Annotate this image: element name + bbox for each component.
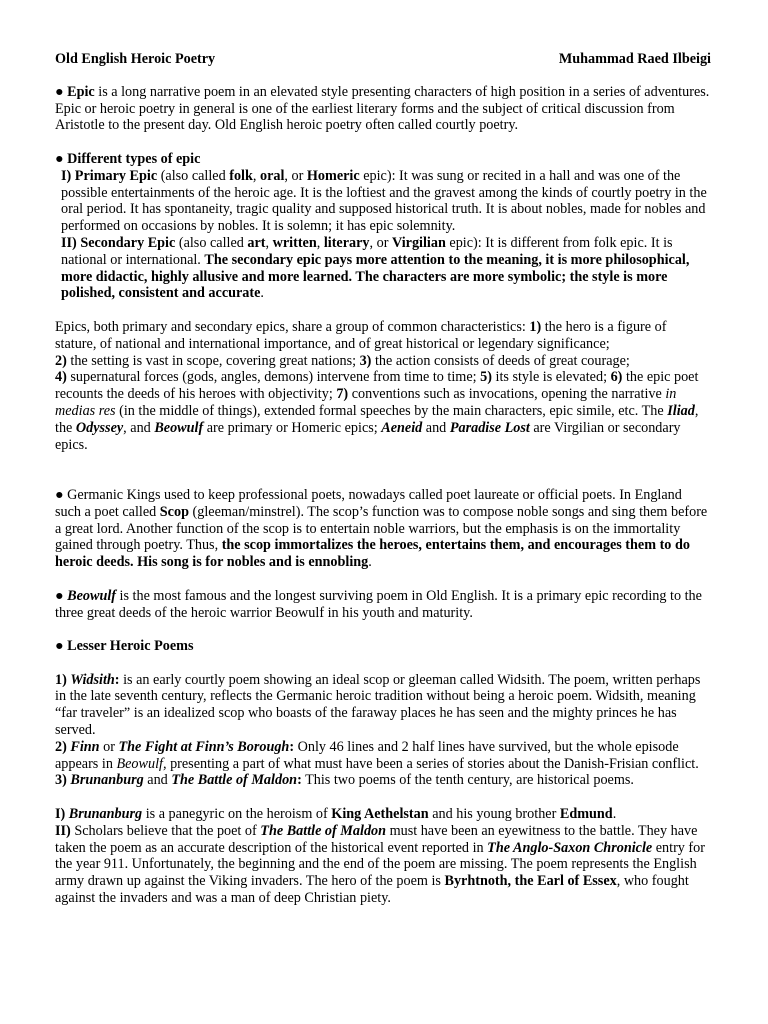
bullet-icon: ● <box>55 486 64 503</box>
document-header <box>55 51 711 68</box>
germanic-kings-paragraph: ● Germanic Kings used to keep professional poets, nowadays called poet laureate or official poets. In England such a poet called Scop (gleeman/minstrel). The scop’s function was to compose noble songs and sing them before a great lord. Another function of the scop is to entertain noble warriors, but the emphasis is on the immortality gained through poetry. Thus, the scop immortalizes the heroes, entertains them, and encourages them to do heroic deeds. His song is for nobles and is ennobling. <box>55 486 708 571</box>
epic-term: Epic <box>67 83 95 100</box>
bullet-icon: ● <box>55 150 64 167</box>
document-title: Old English Heroic Poetry <box>55 51 216 67</box>
brunanburg-paragraph: 3) Brunanburg and The Battle of Maldon: This two poems of the tenth century, are historical poems. <box>55 772 634 789</box>
epic-definition-paragraph: ● Epic is a long narrative poem in an elevated style presenting characters of high position in a series of adventures. Epic or heroic poetry in general is one of the earliest literary forms and the subject of critical discussion from Aristotle to the present day. Old English heroic poetry often called courtly poetry. <box>55 83 710 134</box>
characteristics-paragraph: Epics, both primary and secondary epics, share a group of common characteristics: 1) the hero is a figure of stature, of national and international importance, and of great historical or legendary significance; 2) the setting is vast in scope, covering great nations; 3) the action consists of deeds of great courage; 4) supernatural forces (gods, angles, demons) intervene from time to time; 5) its style is elevated; 6) the epic poet recounts the deeds of his heroes with objectivity; 7) conventions such as invocations, opening the narrative in medias res (in the middle of things), extended formal speeches by the main characters, epic simile, etc. The Iliad, the Odyssey, and Beowulf are primary or Homeric epics; Aeneid and Paradise Lost are Virgilian or secondary epics. <box>55 318 699 453</box>
beowulf-paragraph: ● Beowulf is the most famous and the longest surviving poem in Old English. It is a primary epic recording to the three great deeds of the heroic warrior Beowulf in his youth and maturity. <box>55 587 702 621</box>
widsith-paragraph: 1) Widsith: is an early courtly poem showing an ideal scop or gleeman called Widsith. The poem, written perhaps in the late seventh century, reflects the Germanic heroic tradition without being a heroic poem. Widsith, meaning “far traveler” is an idealized scop who boasts of the faraway places he has seen and the mighty princes he has served. <box>55 671 701 739</box>
bullet-icon: ● <box>55 638 64 655</box>
finn-paragraph: 2) Finn or The Fight at Finn’s Borough: Only 46 lines and 2 half lines have survived, but the whole episode appears in Beowulf, presenting a part of what must have been a series of stories about the Danish-Frisian conflict. <box>55 738 699 772</box>
bullet-icon: ● <box>55 587 64 604</box>
bullet-icon: ● <box>55 83 64 100</box>
epic-types-heading: ● Different types of epic <box>55 150 201 167</box>
lesser-poems-heading: ● Lesser Heroic Poems <box>55 638 194 655</box>
document-page <box>55 51 711 907</box>
secondary-epic-paragraph: II) Secondary Epic (also called art, written, literary, or Virgilian epic): It is different from folk epic. It is national or international. The secondary epic pays more attention to the meaning, it is more philosophical, more didactic, highly allusive and more learned. The characters are more symbolic; the style is more polished, consistent and accurate. <box>61 234 690 302</box>
document-author: Muhammad Raed Ilbeigi <box>558 51 711 67</box>
primary-epic-paragraph: I) Primary Epic (also called folk, oral, or Homeric epic): It was sung or recited in a hall and was one of the possible entertainments of the heroic age. It is the loftiest and the gravest among the kinds of courtly poetry in the oral period. It has spontaneity, tragic quality and supposed historical truth. It is about nobles, made for nobles and performed on occasions by nobles. It is solemn; it has epic solemnity. <box>61 167 707 235</box>
brunanburg-detail-paragraph: I) Brunanburg is a panegyric on the heroism of King Aethelstan and his young brother Edmund. II) Scholars believe that the poet of The Battle of Maldon must have been an eyewitness to the battle. They have taken the poem as an accurate description of the historical event reported in The Anglo-Saxon Chronicle entry for the year 911. Unfortunately, the beginning and the end of the poem are missing. The poem represents the English army drawn up against the Viking invaders. The hero of the poem is Byrhtnoth, the Earl of Essex, who fought against the invaders and was a man of deep Christian piety. <box>55 806 705 907</box>
